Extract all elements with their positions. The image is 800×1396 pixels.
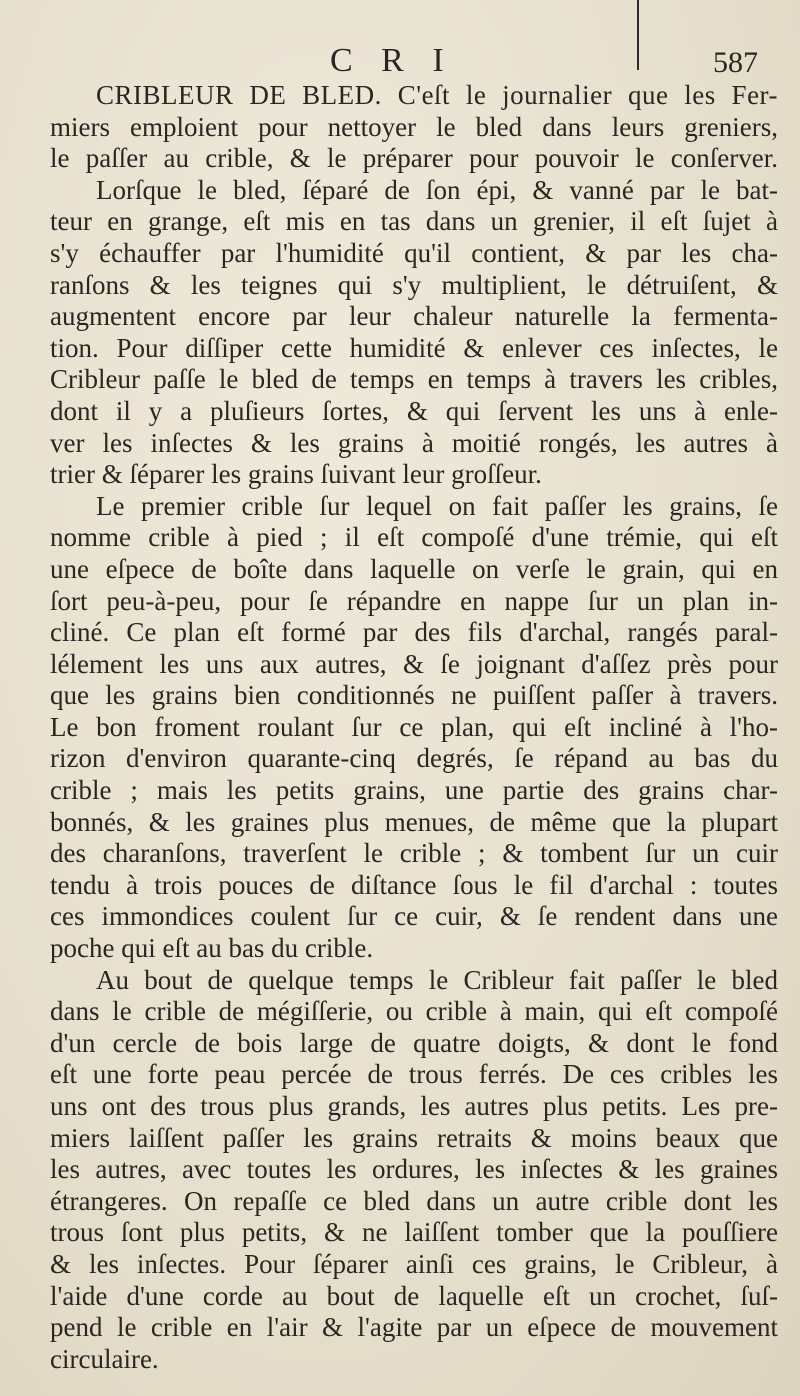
text-line: rizon d'environ quarante-cinq degrés, ſe répand au bas du (50, 743, 778, 774)
text-line: d'un cercle de bois large de quatre doigts, & dont le fond (50, 1027, 778, 1058)
text-line: que les grains bien conditionnés ne puiſſent paſſer à travers. (50, 680, 778, 711)
body-text (50, 80, 778, 1375)
text-line: teur en grange, eſt mis en tas dans un grenier, il eſt ſujet à (50, 206, 778, 237)
text-line: augmentent encore par leur chaleur naturelle la fermenta- (50, 301, 778, 332)
text-line: trier & ſéparer les grains ſuivant leur groſſeur. (50, 459, 542, 490)
text-line: étrangeres. On repaſſe ce bled dans un autre crible dont les (50, 1185, 778, 1216)
text-line: trous ſont plus petits, & ne laiſſent tomber que la pouſſiere (50, 1217, 778, 1248)
text-line: miers emploient pour nettoyer le bled dans leurs greniers, (50, 111, 778, 142)
running-head: C R I (330, 42, 454, 79)
text-line: une eſpece de boîte dans laquelle on verſe le grain, qui en (50, 553, 778, 584)
text-line: s'y échauffer par l'humidité qu'il contient, & par les cha- (50, 237, 778, 268)
text-line: tion. Pour diſſiper cette humidité & enlever ces inſectes, le (50, 332, 778, 363)
text-line: ranſons & les teignes qui s'y multiplient, le détruiſent, & (50, 269, 778, 300)
text-line: CRIBLEUR DE BLED. C'eſt le journalier que les Fer- (96, 80, 778, 110)
text-line: le paſſer au crible, & le préparer pour pouvoir le conſerver. (50, 143, 778, 174)
text-line: les autres, avec toutes les ordures, les inſectes & les graines (50, 1154, 778, 1185)
text-line: & les inſectes. Pour ſéparer ainſi ces grains, le Cribleur, à (50, 1248, 778, 1279)
text-line: ver les inſectes & les grains à moitié rongés, les autres à (50, 427, 778, 458)
text-line: Le bon froment roulant ſur ce plan, qui eſt incliné à l'ho- (50, 711, 778, 742)
text-line: l'aide d'une corde au bout de laquelle eſt un crochet, ſuſ- (50, 1280, 778, 1311)
text-line: ces immondices coulent ſur ce cuir, & ſe rendent dans une (50, 901, 778, 932)
text-line: Cribleur paſſe le bled de temps en temps à travers les cribles, (50, 364, 778, 395)
text-line: crible ; mais les petits grains, une partie des grains char- (50, 775, 778, 806)
text-line: miers laiſſent paſſer les grains retraits & moins beaux que (50, 1122, 778, 1153)
text-line: pend le crible en l'air & l'agite par un eſpece de mouvement (50, 1312, 778, 1343)
text-line: tendu à trois pouces de diſtance ſous le fil d'archal : toutes (50, 869, 778, 900)
text-line: des charanſons, traverſent le crible ; & tombent ſur un cuir (50, 838, 778, 869)
text-line: Au bout de quelque temps le Cribleur fait paſſer le bled (96, 964, 778, 995)
text-line: dans le crible de mégiſſerie, ou crible à main, qui eſt compoſé (50, 996, 778, 1027)
page-number: 587 (713, 46, 758, 79)
text-line: dont il y a pluſieurs ſortes, & qui ſervent les uns à enle- (50, 395, 778, 426)
text-line: Le premier crible ſur lequel on fait paſſer les grains, ſe (96, 490, 778, 521)
text-line: Lorſque le bled, ſéparé de ſon épi, & vanné par le bat- (96, 174, 778, 205)
text-line: lélement les uns aux autres, & ſe joignant d'aſſez près pour (50, 648, 778, 679)
text-line: eſt une forte peau percée de trous ferrés. De ces cribles les (50, 1059, 778, 1090)
text-line: poche qui eſt au bas du crible. (50, 933, 374, 964)
text-line: circulaire. (50, 1343, 159, 1374)
text-line: bonnés, & les graines plus menues, de même que la plupart (50, 806, 778, 837)
text-line: ſort peu-à-peu, pour ſe répandre en nappe ſur un plan in- (50, 585, 778, 616)
page-header (0, 42, 800, 82)
text-line: cliné. Ce plan eſt formé par des fils d'archal, rangés paral- (50, 617, 778, 648)
text-line: uns ont des trous plus grands, les autres plus petits. Les pre- (50, 1091, 778, 1121)
text-line: nomme crible à pied ; il eſt compoſé d'une trémie, qui eſt (50, 522, 778, 553)
